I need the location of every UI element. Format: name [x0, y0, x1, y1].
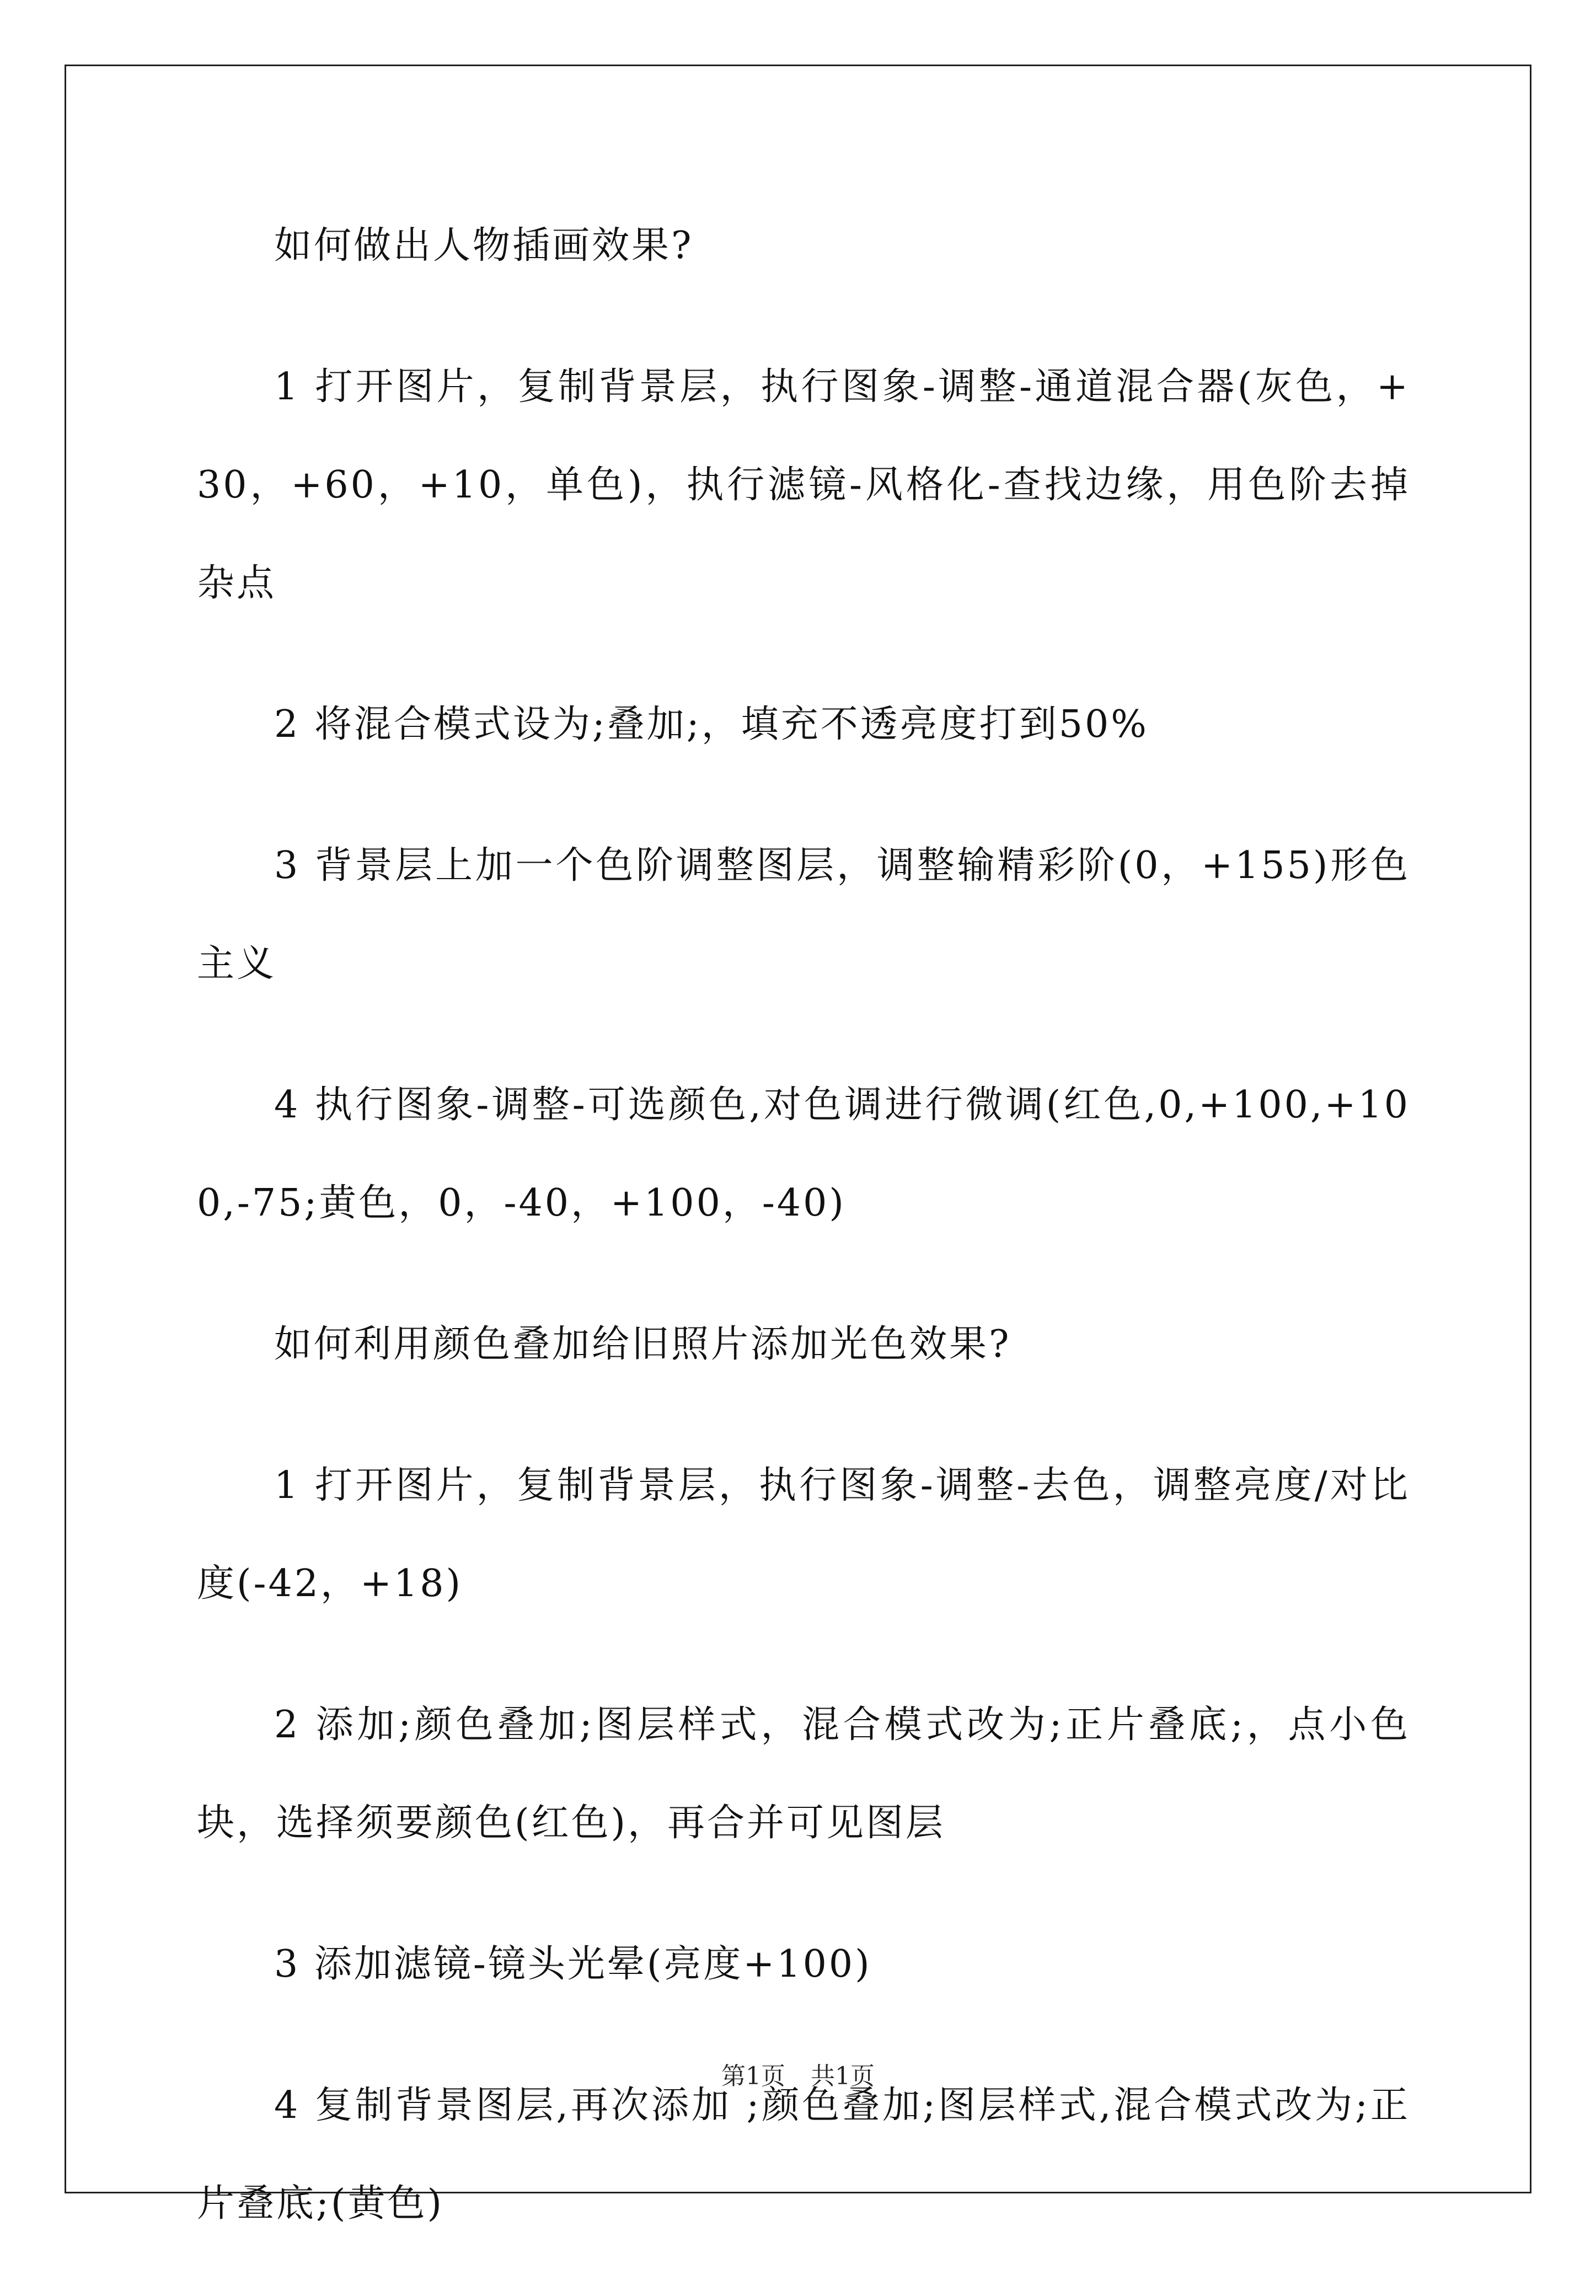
paragraph-step-3b: 3 添加滤镜-镜头光晕(亮度+100)	[274, 1942, 872, 1986]
paragraph-step-1b: 1 打开图片，复制背景层，执行图象-调整-去色，调整亮度/对比度(-42，+18)	[197, 1464, 1410, 1605]
paragraph-step-4b: 4 复制背景图层,再次添加 ;颜色叠加;图层样式,混合模式改为;正片叠底;(黄色)	[197, 2084, 1410, 2225]
paragraph-heading-1: 如何做出人物插画效果?	[274, 224, 694, 267]
paragraph-step-3: 3 背景层上加一个色阶调整图层，调整输精彩阶(0，+155)形色主义	[197, 844, 1410, 986]
page-total: 共1页	[811, 2062, 875, 2090]
document-body	[197, 197, 1410, 2296]
page-footer	[0, 2060, 1596, 2093]
paragraph-step-2b: 2 添加;颜色叠加;图层样式，混合模式改为;正片叠底;，点小色块，选择须要颜色(红色)，再合并可见图层	[197, 1703, 1410, 1845]
paragraph-heading-2: 如何利用颜色叠加给旧照片添加光色效果?	[274, 1323, 1011, 1366]
paragraph-step-2: 2 将混合模式设为;叠加;，填充不透亮度打到50%	[274, 703, 1149, 746]
page-number: 第1页	[721, 2062, 785, 2090]
paragraph-step-4: 4 执行图象-调整-可选颜色,对色调进行微调(红色,0,+100,+100,-75;黄色，0，-40，+100，-40)	[197, 1083, 1410, 1225]
paragraph-step-1: 1 打开图片，复制背景层，执行图象-调整-通道混合器(灰色，+30，+60，+10，单色)，执行滤镜-风格化-查找边缘，用色阶去掉杂点	[197, 365, 1410, 605]
